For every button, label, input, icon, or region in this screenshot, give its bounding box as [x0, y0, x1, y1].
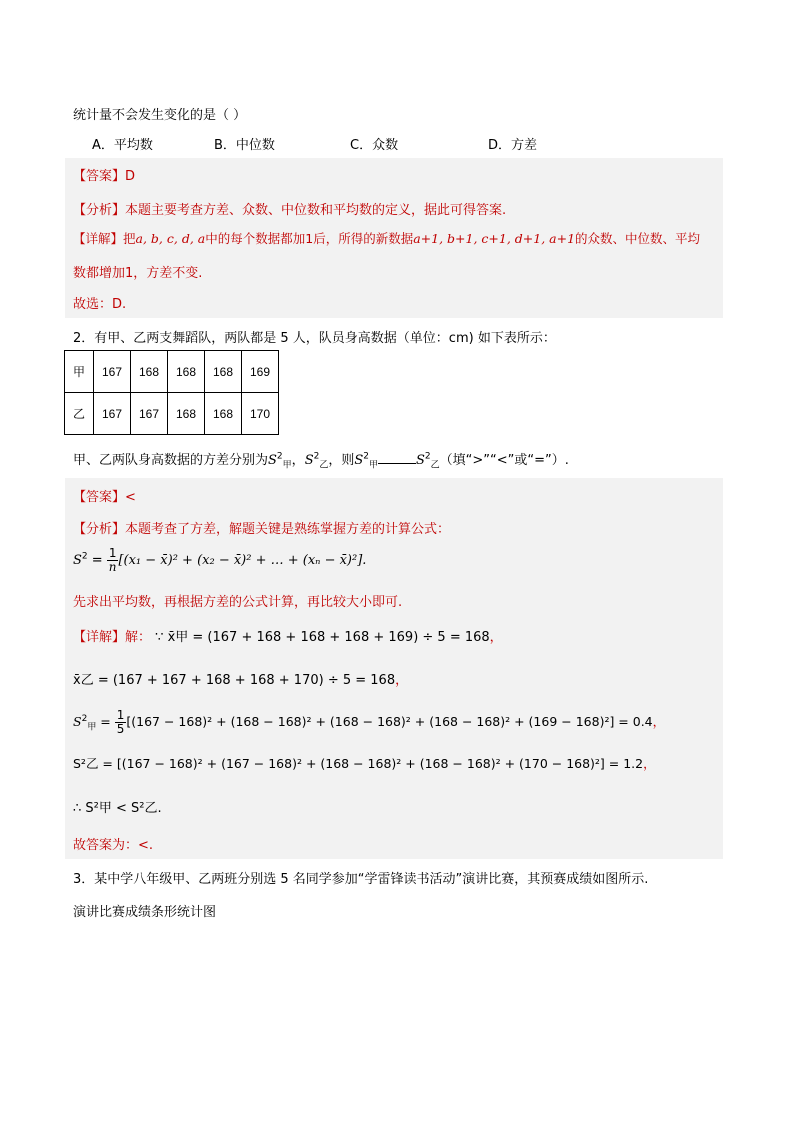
q2-detail-var-jia: $S^2_甲$ = $\frac{1}{5}$ [(167 − 168)² + (168 − 168)² + (168 − 168)² + (168 − 168)² + (169 − 168)²] = 0.4，	[73, 708, 666, 736]
table-row	[65, 393, 279, 435]
table-row	[65, 351, 279, 393]
q1-answer: 【答案】D	[73, 169, 136, 184]
q1-stem: 统计量不会发生变化的是（ ）	[73, 108, 247, 123]
row-label: 甲	[65, 351, 94, 393]
q2-question: 甲、乙两队身高数据的方差分别为$S^2_甲$，$S^2_乙$，则$S^2_甲$ $S^2_乙$（填“>”“<”或“=”）.	[73, 451, 569, 471]
table-cell: 168	[205, 393, 242, 435]
q3-chart-title: 演讲比赛成绩条形统计图	[73, 905, 217, 920]
q1-analysis: 【分析】本题主要考查方差、众数、中位数和平均数的定义，据此可得答案.	[73, 203, 507, 218]
q2-analysis: 【分析】本题考查了方差，解题关键是熟练掌握方差的计算公式：	[73, 522, 451, 537]
q1-conclusion: 故选：D.	[73, 297, 127, 312]
table-cell: 168	[131, 351, 168, 393]
table-cell: 168	[168, 393, 205, 435]
table-cell: 167	[94, 351, 131, 393]
q2-answer: 【答案】<	[73, 490, 136, 505]
height-table	[64, 350, 279, 435]
q1-detail-line1: 【详解】把a, b, c, d, a中的每个数据都加1后，所得的新数据a+1, b+1, c+1, d+1, a+1的众数、中位数、平均	[73, 231, 701, 246]
table-cell: 168	[168, 351, 205, 393]
row-label: 乙	[65, 393, 94, 435]
q2-method: 先求出平均数，再根据方差的公式计算，再比较大小即可.	[73, 595, 403, 610]
variance-formula: $S^2$ = $\frac{1}{n}$ [(x₁ − x̄)² + (x₂ − x̄)² + … + (xₙ − x̄)²].	[73, 546, 367, 574]
table-cell: 167	[131, 393, 168, 435]
q2-detail-mean-jia: 【详解】解： ∵ x̄甲 = (167 + 168 + 168 + 168 + 169) ÷ 5 = 168，	[73, 630, 503, 645]
table-cell: 170	[242, 393, 279, 435]
table-cell: 169	[242, 351, 279, 393]
q2-detail-var-yi: S²乙 = [(167 − 168)² + (167 − 168)² + (168 − 168)² + (168 − 168)² + (170 − 168)²] = 1.2，	[73, 756, 656, 771]
q3-stem: 3．某中学八年级甲、乙两班分别选 5 名同学参加“学雷锋读书活动”演讲比赛，其预赛成绩如图所示.	[73, 872, 649, 887]
q2-stem: 2．有甲、乙两支舞蹈队，两队都是 5 人，队员身高数据（单位：cm) 如下表所示：	[73, 331, 556, 346]
q2-compare: ∴ S²甲 < S²乙.	[73, 801, 162, 816]
q1-option-d: D．方差	[488, 138, 538, 153]
q1-detail-line2: 数都增加1，方差不变.	[73, 266, 203, 281]
q2-conclusion: 故答案为：<.	[73, 838, 154, 853]
q1-option-b: B．中位数	[214, 138, 275, 153]
q1-option-a: A．平均数	[92, 138, 153, 153]
q1-option-c: C．众数	[350, 138, 399, 153]
answer-blank	[378, 451, 416, 464]
q2-detail-mean-yi: x̄乙 = (167 + 167 + 168 + 168 + 170) ÷ 5 = 168，	[73, 673, 409, 688]
table-cell: 167	[94, 393, 131, 435]
table-cell: 168	[205, 351, 242, 393]
